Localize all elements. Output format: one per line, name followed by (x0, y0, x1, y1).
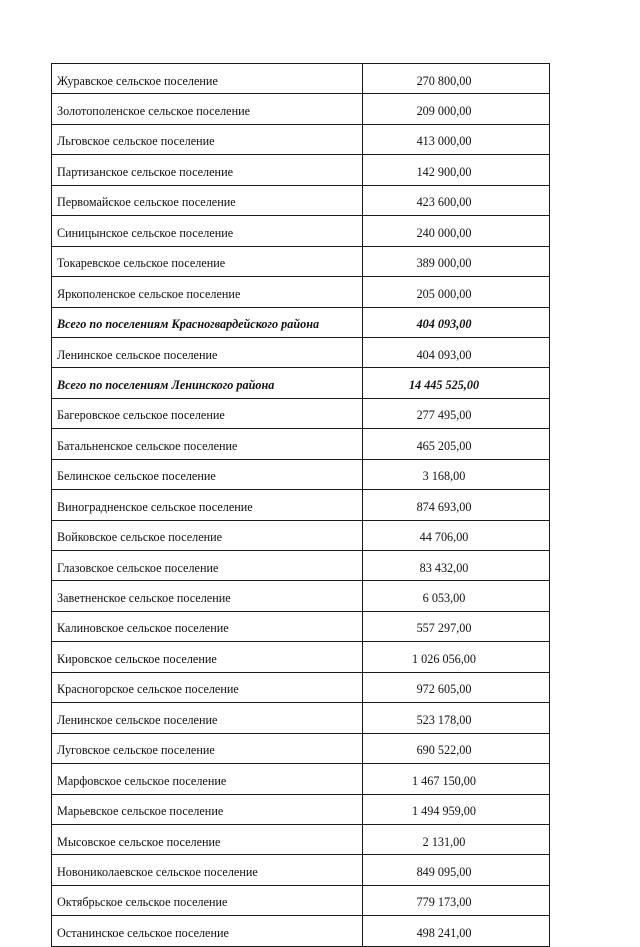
table-row (52, 824, 550, 854)
amount-cell: 972 605,00 (363, 672, 550, 702)
amount-cell: 849 095,00 (363, 855, 550, 885)
amount-cell: 1 026 056,00 (363, 642, 550, 672)
settlement-name-cell: Токаревское сельское поселение (52, 246, 363, 276)
settlement-name-cell: Останинское сельское поселение (52, 916, 363, 946)
amount-cell: 1 467 150,00 (363, 764, 550, 794)
amount-cell: 44 706,00 (363, 520, 550, 550)
settlement-name-cell: Войковское сельское поселение (52, 520, 363, 550)
amount-cell: 205 000,00 (363, 277, 550, 307)
table-row (52, 94, 550, 124)
table-row (52, 64, 550, 94)
budget-table (51, 63, 550, 947)
table-row (52, 520, 550, 550)
amount-cell: 690 522,00 (363, 733, 550, 763)
settlement-name-cell: Виноградненское сельское поселение (52, 490, 363, 520)
settlement-name-cell: Журавское сельское поселение (52, 64, 363, 94)
table-total-row (52, 307, 550, 337)
settlement-name-cell: Луговское сельское поселение (52, 733, 363, 763)
amount-cell: 14 445 525,00 (363, 368, 550, 398)
settlement-name-cell: Новониколаевское сельское поселение (52, 855, 363, 885)
amount-cell: 2 131,00 (363, 824, 550, 854)
table-row (52, 337, 550, 367)
settlement-name-cell: Октябрьское сельское поселение (52, 885, 363, 915)
amount-cell: 557 297,00 (363, 611, 550, 641)
amount-cell: 209 000,00 (363, 94, 550, 124)
settlement-name-cell: Ленинское сельское поселение (52, 337, 363, 367)
settlement-name-cell: Кировское сельское поселение (52, 642, 363, 672)
table-row (52, 794, 550, 824)
settlement-name-cell: Всего по поселениям Ленинского района (52, 368, 363, 398)
settlement-name-cell: Яркополенское сельское поселение (52, 277, 363, 307)
table-row (52, 429, 550, 459)
amount-cell: 404 093,00 (363, 307, 550, 337)
settlement-name-cell: Заветненское сельское поселение (52, 581, 363, 611)
amount-cell: 498 241,00 (363, 916, 550, 946)
settlement-name-cell: Марфовское сельское поселение (52, 764, 363, 794)
amount-cell: 142 900,00 (363, 155, 550, 185)
settlement-name-cell: Синицынское сельское поселение (52, 216, 363, 246)
settlement-name-cell: Ленинское сельское поселение (52, 703, 363, 733)
table-row (52, 551, 550, 581)
table-row (52, 185, 550, 215)
amount-cell: 240 000,00 (363, 216, 550, 246)
settlement-name-cell: Льговское сельское поселение (52, 124, 363, 154)
settlement-name-cell: Мысовское сельское поселение (52, 824, 363, 854)
amount-cell: 1 494 959,00 (363, 794, 550, 824)
table-row (52, 885, 550, 915)
settlement-name-cell: Партизанское сельское поселение (52, 155, 363, 185)
table-row (52, 611, 550, 641)
table-row (52, 398, 550, 428)
table-row (52, 916, 550, 946)
table-row (52, 733, 550, 763)
amount-cell: 3 168,00 (363, 459, 550, 489)
amount-cell: 465 205,00 (363, 429, 550, 459)
settlement-name-cell: Батальненское сельское поселение (52, 429, 363, 459)
table-row (52, 155, 550, 185)
table-row (52, 672, 550, 702)
amount-cell: 277 495,00 (363, 398, 550, 428)
settlement-name-cell: Багеровское сельское поселение (52, 398, 363, 428)
table-row (52, 246, 550, 276)
settlement-name-cell: Золотополенское сельское поселение (52, 94, 363, 124)
table-row (52, 277, 550, 307)
table-row (52, 703, 550, 733)
settlement-name-cell: Первомайское сельское поселение (52, 185, 363, 215)
settlement-name-cell: Глазовское сельское поселение (52, 551, 363, 581)
settlement-name-cell: Марьевское сельское поселение (52, 794, 363, 824)
amount-cell: 389 000,00 (363, 246, 550, 276)
settlement-name-cell: Калиновское сельское поселение (52, 611, 363, 641)
table-row (52, 490, 550, 520)
amount-cell: 523 178,00 (363, 703, 550, 733)
amount-cell: 83 432,00 (363, 551, 550, 581)
table-row (52, 642, 550, 672)
amount-cell: 404 093,00 (363, 337, 550, 367)
table-total-row (52, 368, 550, 398)
budget-table-body (52, 64, 550, 947)
amount-cell: 413 000,00 (363, 124, 550, 154)
settlement-name-cell: Всего по поселениям Красногвардейского района (52, 307, 363, 337)
table-row (52, 764, 550, 794)
amount-cell: 874 693,00 (363, 490, 550, 520)
table-row (52, 124, 550, 154)
amount-cell: 779 173,00 (363, 885, 550, 915)
table-row (52, 855, 550, 885)
table-row (52, 216, 550, 246)
amount-cell: 270 800,00 (363, 64, 550, 94)
amount-cell: 6 053,00 (363, 581, 550, 611)
settlement-name-cell: Белинское сельское поселение (52, 459, 363, 489)
table-row (52, 581, 550, 611)
settlement-name-cell: Красногорское сельское поселение (52, 672, 363, 702)
table-row (52, 459, 550, 489)
amount-cell: 423 600,00 (363, 185, 550, 215)
